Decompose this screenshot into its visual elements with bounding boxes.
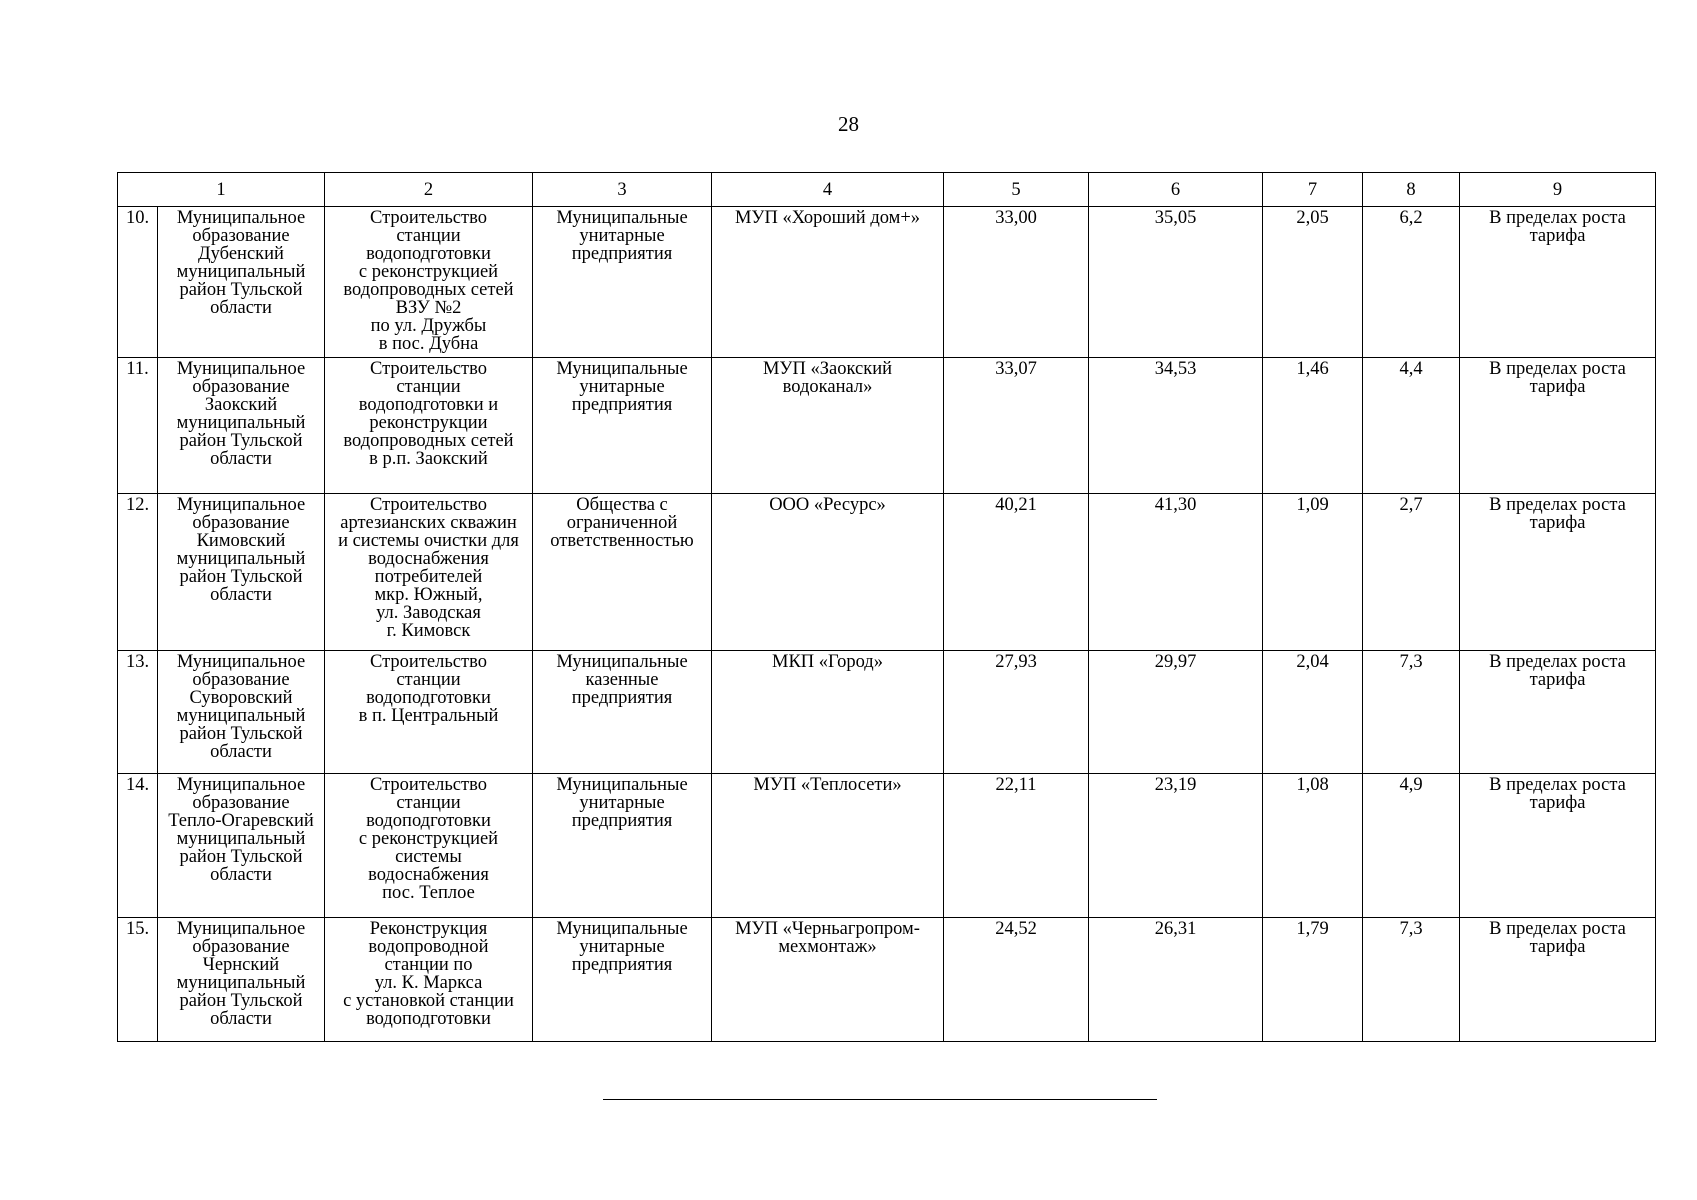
municipality-cell: [158, 774, 325, 918]
value-col5-cell: 24,52: [944, 918, 1089, 1042]
municipality-cell: [158, 358, 325, 494]
value-col6-cell: 35,05: [1089, 207, 1263, 358]
column-header: 3: [533, 173, 712, 207]
cell-line: водоподготовки: [366, 244, 491, 264]
table-row: [118, 651, 1656, 774]
cell-line: предприятия: [571, 395, 673, 415]
project-cell: [325, 494, 533, 651]
value-col5-cell: 22,11: [944, 774, 1089, 918]
value-col7-cell: 1,09: [1263, 494, 1363, 651]
cell-line: водопроводных сетей: [343, 280, 514, 300]
value-col7-cell: 1,46: [1263, 358, 1363, 494]
project-cell: [325, 651, 533, 774]
organization-cell: [712, 358, 944, 494]
cell-line: Тепло-Огаревский: [168, 811, 314, 831]
cell-line: В пределах роста: [1489, 652, 1626, 672]
cell-line: с реконструкцией: [358, 262, 499, 282]
value-col8-cell: 2,7: [1363, 494, 1460, 651]
tariff-note-cell: [1460, 651, 1656, 774]
cell-line: в р.п. Заокский: [369, 449, 488, 469]
cell-line: системы: [395, 847, 462, 867]
value-col8-cell: 6,2: [1363, 207, 1460, 358]
cell-line: Муниципальные: [556, 919, 688, 939]
cell-line: артезианских скважин: [340, 513, 517, 533]
cell-line: тарифа: [1529, 793, 1586, 813]
cell-line: области: [210, 865, 272, 885]
cell-line: Чернский: [202, 955, 280, 975]
row-number: 13.: [118, 651, 158, 774]
org-type-cell: [533, 918, 712, 1042]
row-number: 14.: [118, 774, 158, 918]
cell-line: Кимовский: [196, 531, 286, 551]
cell-line: Суворовский: [189, 688, 293, 708]
cell-line: ответственностью: [550, 531, 694, 551]
footer-divider: [603, 1099, 1157, 1100]
cell-line: Муниципальные: [556, 775, 688, 795]
org-type-cell: [533, 358, 712, 494]
cell-line: ВЗУ №2: [395, 298, 462, 318]
cell-line: образование: [192, 793, 290, 813]
value-col7-cell: 2,05: [1263, 207, 1363, 358]
project-cell: [325, 774, 533, 918]
municipality-cell: [158, 918, 325, 1042]
column-header: 5: [944, 173, 1089, 207]
cell-line: МКП «Город»: [772, 652, 883, 672]
cell-line: унитарные: [579, 226, 665, 246]
cell-line: Строительство: [370, 652, 487, 672]
value-col6-cell: 29,97: [1089, 651, 1263, 774]
organization-cell: [712, 918, 944, 1042]
cell-line: тарифа: [1529, 377, 1586, 397]
cell-line: образование: [192, 377, 290, 397]
tariff-note-cell: [1460, 494, 1656, 651]
cell-line: и системы очистки для: [338, 531, 519, 551]
cell-line: Строительство: [370, 495, 487, 515]
organization-cell: [712, 207, 944, 358]
cell-line: Строительство: [370, 208, 487, 228]
value-col8-cell: 7,3: [1363, 651, 1460, 774]
cell-line: муниципальный: [176, 829, 306, 849]
tariff-note-cell: [1460, 774, 1656, 918]
value-col7-cell: 1,79: [1263, 918, 1363, 1042]
table-row: [118, 358, 1656, 494]
cell-line: МУП «Заокский: [762, 359, 893, 379]
column-header: 8: [1363, 173, 1460, 207]
cell-line: станции: [396, 670, 461, 690]
cell-line: район Тульской: [179, 847, 303, 867]
cell-line: водоканал»: [782, 377, 873, 397]
cell-line: район Тульской: [179, 431, 303, 451]
municipality-cell: [158, 494, 325, 651]
org-type-cell: [533, 207, 712, 358]
cell-line: образование: [192, 226, 290, 246]
cell-line: образование: [192, 670, 290, 690]
table-header-row: [118, 173, 1656, 207]
organization-cell: [712, 774, 944, 918]
cell-line: водоподготовки: [366, 811, 491, 831]
cell-line: Муниципальное: [176, 495, 306, 515]
cell-line: области: [210, 585, 272, 605]
organization-cell: [712, 651, 944, 774]
cell-line: унитарные: [579, 937, 665, 957]
value-col6-cell: 41,30: [1089, 494, 1263, 651]
cell-line: казенные: [585, 670, 659, 690]
table-row: [118, 207, 1656, 358]
project-cell: [325, 358, 533, 494]
cell-line: муниципальный: [176, 413, 306, 433]
cell-line: реконструкции: [369, 413, 488, 433]
org-type-cell: [533, 774, 712, 918]
org-type-cell: [533, 494, 712, 651]
cell-line: МУП «Хороший дом+»: [734, 208, 921, 228]
cell-line: предприятия: [571, 811, 673, 831]
cell-line: район Тульской: [179, 567, 303, 587]
cell-line: Муниципальные: [556, 359, 688, 379]
cell-line: муниципальный: [176, 973, 306, 993]
cell-line: муниципальный: [176, 549, 306, 569]
cell-line: Общества с: [576, 495, 668, 515]
value-col6-cell: 26,31: [1089, 918, 1263, 1042]
cell-line: области: [210, 1009, 272, 1029]
cell-line: В пределах роста: [1489, 208, 1626, 228]
cell-line: станции: [396, 377, 461, 397]
municipality-cell: [158, 207, 325, 358]
cell-line: области: [210, 449, 272, 469]
cell-line: г. Кимовск: [386, 621, 471, 641]
row-number: 12.: [118, 494, 158, 651]
cell-line: ул. К. Маркса: [374, 973, 483, 993]
cell-line: Муниципальное: [176, 775, 306, 795]
cell-line: МУП «Теплосети»: [753, 775, 902, 795]
cell-line: Строительство: [370, 359, 487, 379]
cell-line: мехмонтаж»: [778, 937, 877, 957]
municipality-cell: [158, 651, 325, 774]
cell-line: район Тульской: [179, 280, 303, 300]
value-col7-cell: 2,04: [1263, 651, 1363, 774]
value-col5-cell: 33,07: [944, 358, 1089, 494]
column-header: 9: [1460, 173, 1656, 207]
column-header: 7: [1263, 173, 1363, 207]
cell-line: Муниципальное: [176, 919, 306, 939]
project-cell: [325, 207, 533, 358]
organization-cell: [712, 494, 944, 651]
cell-line: В пределах роста: [1489, 495, 1626, 515]
tariff-table: [117, 172, 1656, 1042]
cell-line: Муниципальные: [556, 652, 688, 672]
project-cell: [325, 918, 533, 1042]
column-header: 2: [325, 173, 533, 207]
cell-line: потребителей: [374, 567, 483, 587]
cell-line: станции по: [384, 955, 473, 975]
cell-line: Дубенский: [198, 244, 284, 264]
table-body: [118, 207, 1656, 1042]
cell-line: водоподготовки и: [358, 395, 499, 415]
cell-line: Муниципальное: [176, 652, 306, 672]
cell-line: тарифа: [1529, 513, 1586, 533]
cell-line: мкр. Южный,: [374, 585, 483, 605]
cell-line: водоподготовки: [366, 688, 491, 708]
cell-line: муниципальный: [176, 706, 306, 726]
column-header: 6: [1089, 173, 1263, 207]
cell-line: с установкой станции: [343, 991, 514, 1011]
cell-line: водопроводных сетей: [343, 431, 514, 451]
row-number: 10.: [118, 207, 158, 358]
cell-line: с реконструкцией: [358, 829, 499, 849]
value-col6-cell: 34,53: [1089, 358, 1263, 494]
cell-line: области: [210, 742, 272, 762]
row-number: 15.: [118, 918, 158, 1042]
cell-line: предприятия: [571, 955, 673, 975]
cell-line: район Тульской: [179, 724, 303, 744]
column-header: 1: [118, 173, 325, 207]
cell-line: муниципальный: [176, 262, 306, 282]
cell-line: В пределах роста: [1489, 359, 1626, 379]
cell-line: станции: [396, 226, 461, 246]
tariff-note-cell: [1460, 207, 1656, 358]
cell-line: В пределах роста: [1489, 775, 1626, 795]
value-col8-cell: 7,3: [1363, 918, 1460, 1042]
cell-line: водопроводной: [368, 937, 489, 957]
cell-line: ООО «Ресурс»: [769, 495, 886, 515]
cell-line: водоснабжения: [368, 865, 489, 885]
cell-line: тарифа: [1529, 937, 1586, 957]
value-col8-cell: 4,9: [1363, 774, 1460, 918]
cell-line: водоподготовки: [366, 1009, 491, 1029]
value-col8-cell: 4,4: [1363, 358, 1460, 494]
column-header: 4: [712, 173, 944, 207]
cell-line: Муниципальное: [176, 208, 306, 228]
cell-line: Строительство: [370, 775, 487, 795]
cell-line: унитарные: [579, 377, 665, 397]
org-type-cell: [533, 651, 712, 774]
value-col7-cell: 1,08: [1263, 774, 1363, 918]
cell-line: Заокский: [204, 395, 278, 415]
cell-line: тарифа: [1529, 226, 1586, 246]
value-col5-cell: 27,93: [944, 651, 1089, 774]
cell-line: тарифа: [1529, 670, 1586, 690]
table-row: [118, 494, 1656, 651]
value-col5-cell: 33,00: [944, 207, 1089, 358]
row-number: 11.: [118, 358, 158, 494]
cell-line: пос. Теплое: [382, 883, 475, 903]
cell-line: области: [210, 298, 272, 318]
table-row: [118, 774, 1656, 918]
cell-line: район Тульской: [179, 991, 303, 1011]
cell-line: МУП «Черньагропром-: [735, 919, 920, 939]
cell-line: Муниципальное: [176, 359, 306, 379]
cell-line: образование: [192, 513, 290, 533]
value-col5-cell: 40,21: [944, 494, 1089, 651]
cell-line: Муниципальные: [556, 208, 688, 228]
cell-line: Реконструкция: [369, 919, 488, 939]
cell-line: в пос. Дубна: [378, 334, 479, 354]
cell-line: образование: [192, 937, 290, 957]
cell-line: в п. Центральный: [358, 706, 499, 726]
value-col6-cell: 23,19: [1089, 774, 1263, 918]
cell-line: унитарные: [579, 793, 665, 813]
cell-line: предприятия: [571, 688, 673, 708]
cell-line: предприятия: [571, 244, 673, 264]
cell-line: по ул. Дружбы: [370, 316, 487, 336]
cell-line: ул. Заводская: [376, 603, 481, 623]
cell-line: В пределах роста: [1489, 919, 1626, 939]
tariff-note-cell: [1460, 358, 1656, 494]
tariff-note-cell: [1460, 918, 1656, 1042]
cell-line: ограниченной: [566, 513, 678, 533]
cell-line: водоснабжения: [368, 549, 489, 569]
table-row: [118, 918, 1656, 1042]
page-number: 28: [838, 112, 859, 136]
cell-line: станции: [396, 793, 461, 813]
